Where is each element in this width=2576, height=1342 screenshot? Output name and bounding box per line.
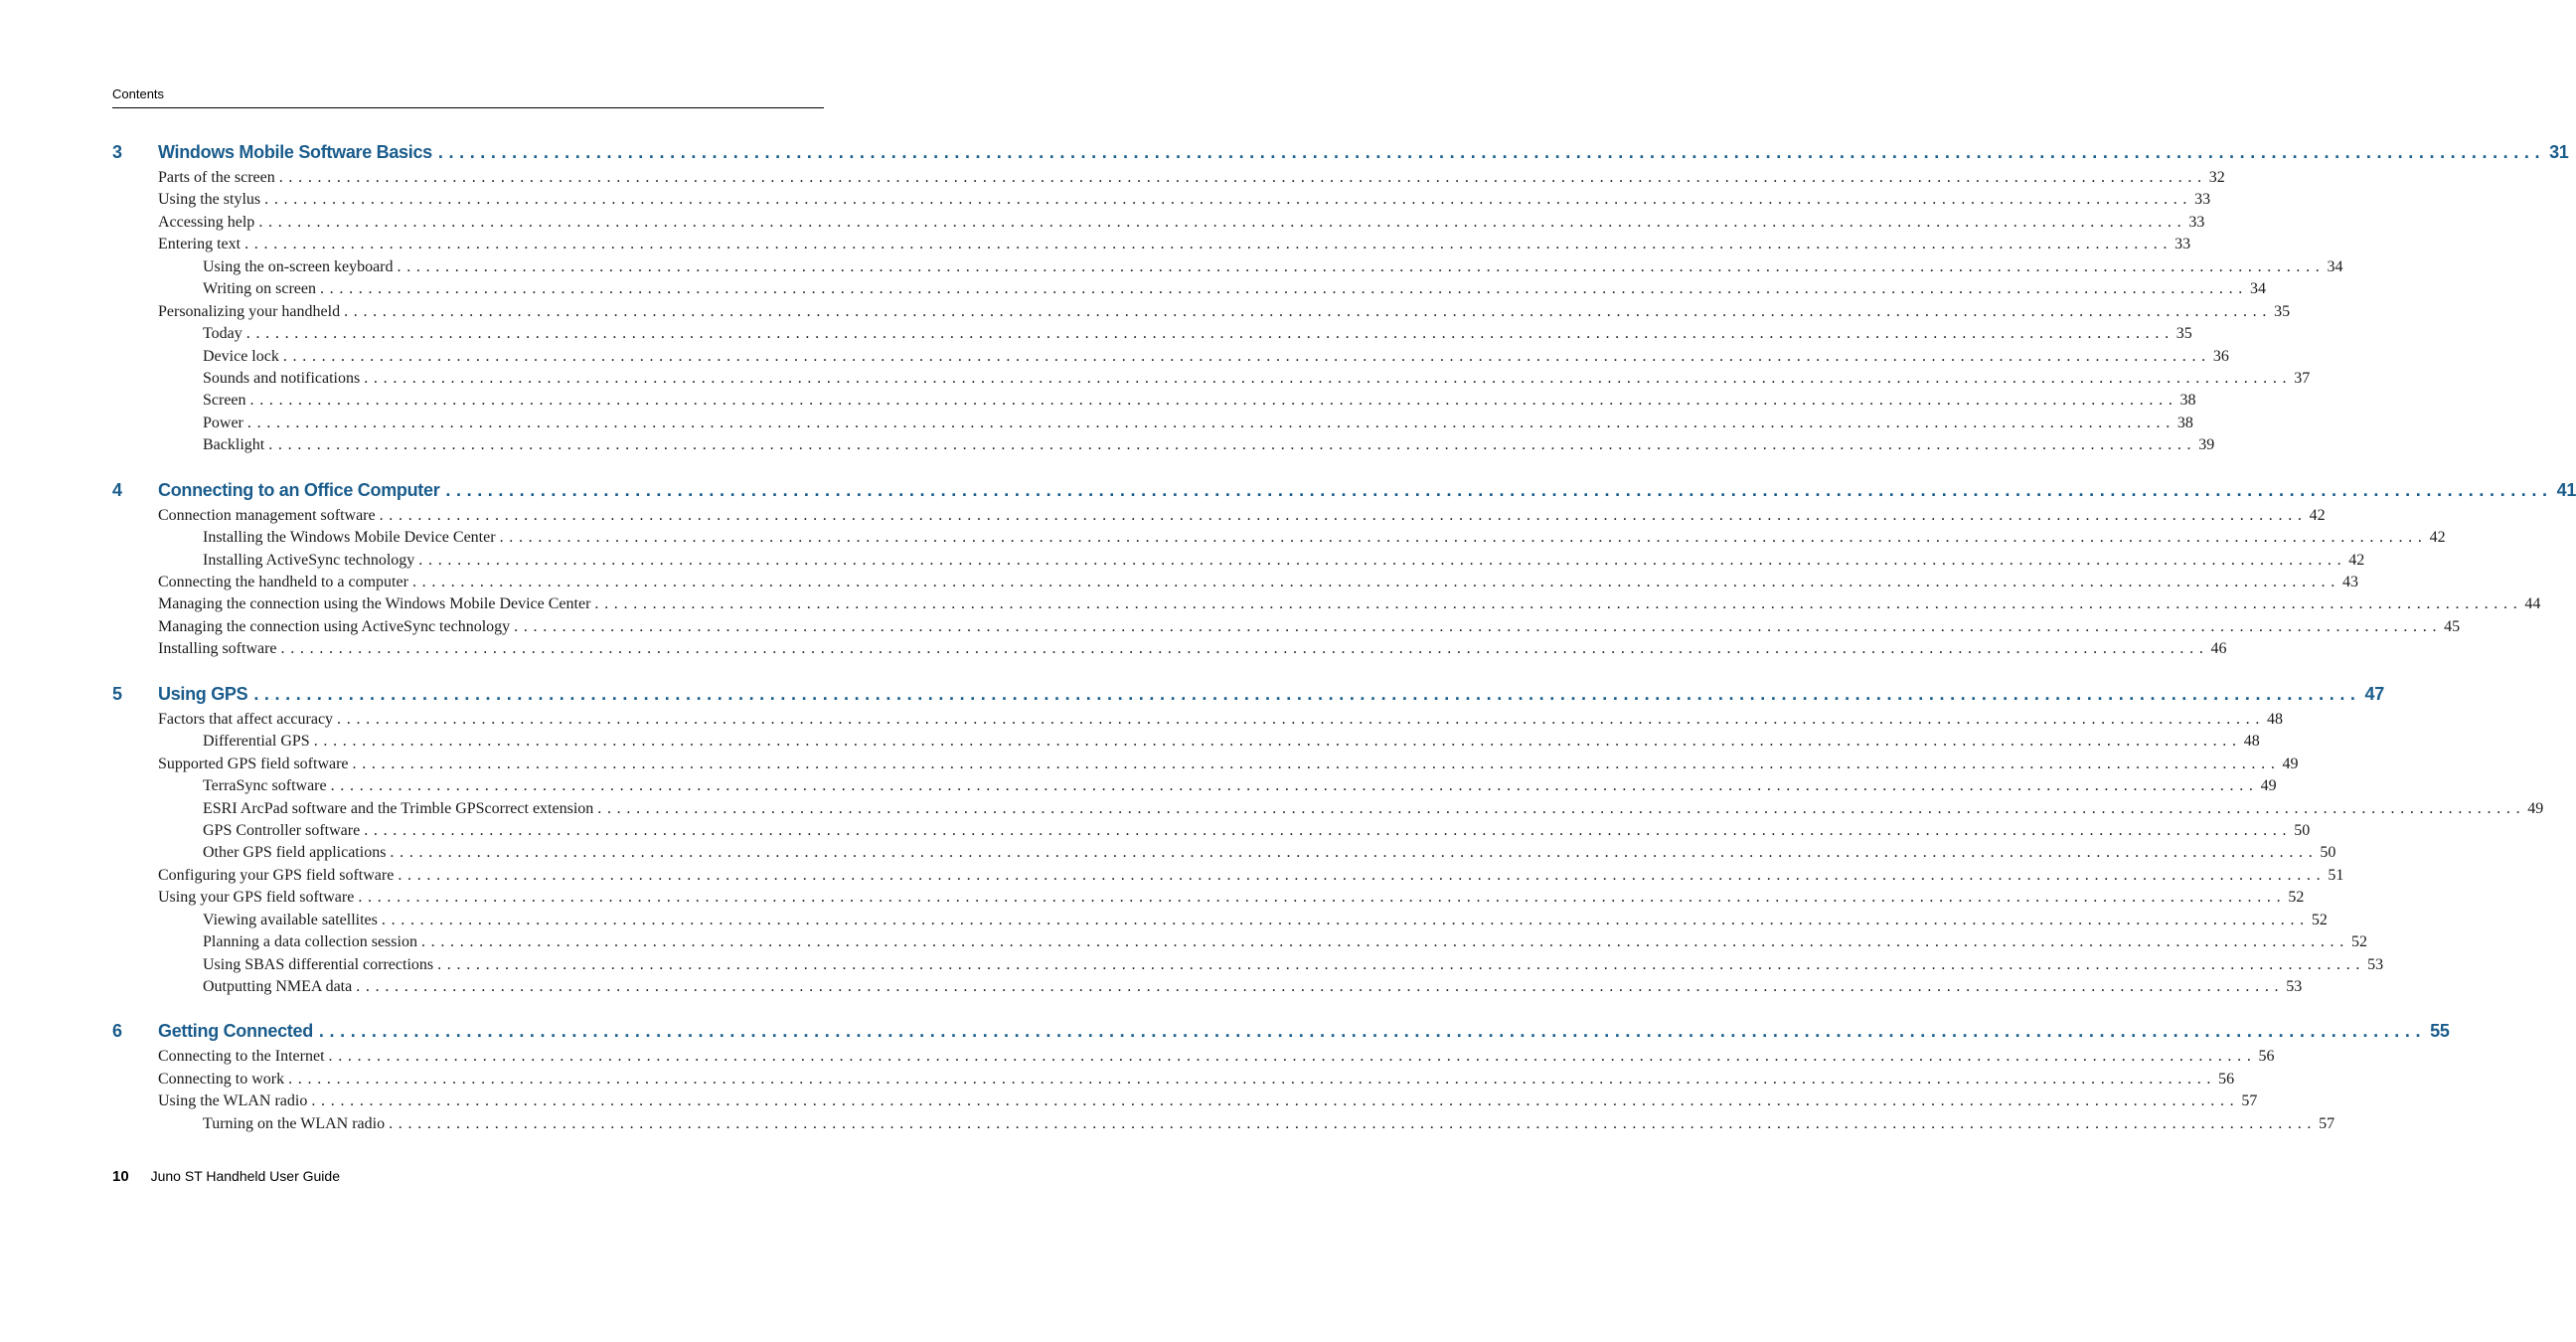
entry-page-number: 56	[2218, 1070, 2235, 1088]
dot-leader: ........................................................................................................................................................................................................	[288, 1070, 2217, 1088]
entry-page-number: 49	[2260, 777, 2277, 795]
entry-page-number: 42	[2348, 551, 2365, 569]
chapter-title: Getting Connected	[158, 1021, 313, 1042]
toc-chapter	[112, 679, 2544, 999]
entry-page-number: 49	[2282, 755, 2299, 772]
entry-label: Entering text	[158, 236, 242, 253]
entry-page-number: 39	[2198, 436, 2215, 454]
toc-subentry[interactable]	[203, 731, 2260, 753]
entry-label: Using the WLAN radio	[158, 1092, 308, 1110]
toc-subentry[interactable]	[203, 1113, 2335, 1135]
dot-leader: ........................................................................................................................................................................................................	[319, 280, 2248, 298]
toc-subentry[interactable]	[203, 931, 2367, 953]
entry-page-number: 34	[2327, 257, 2343, 275]
dot-leader: ........................................................................................................................................................................................................	[381, 911, 2310, 928]
running-header-section: Contents	[112, 86, 165, 101]
chapter-heading[interactable]	[112, 475, 2576, 505]
dot-leader: ........................................................................................................................................................................................................	[244, 236, 2174, 253]
entry-label: Configuring your GPS field software	[158, 866, 395, 884]
dot-leader: ........................................................................................................................................................................................................	[437, 142, 2546, 162]
entry-page-number: 57	[2241, 1092, 2258, 1110]
entry-label: Other GPS field applications	[203, 844, 387, 862]
dot-leader: ........................................................................................................................................................................................................	[328, 1048, 2257, 1066]
toc-subentry[interactable]	[203, 910, 2328, 931]
entry-label: TerraSync software	[203, 777, 327, 795]
page-footer	[112, 1168, 340, 1185]
chapter-title: Connecting to an Office Computer	[158, 479, 440, 500]
dot-leader: ........................................................................................................................................................................................................	[282, 347, 2211, 365]
entry-label: Installing the Windows Mobile Device Center	[203, 529, 496, 547]
toc-entry[interactable]	[158, 505, 2326, 527]
dot-leader: ........................................................................................................................................................................................................	[330, 777, 2259, 795]
entry-page-number: 52	[2311, 911, 2328, 928]
entry-page-number: 50	[2320, 844, 2336, 862]
toc-subentry[interactable]	[203, 390, 2196, 412]
entry-label: Backlight	[203, 436, 265, 454]
entry-label: Supported GPS field software	[158, 755, 349, 772]
toc-entry[interactable]	[158, 572, 2358, 593]
dot-leader: ........................................................................................................................................................................................................	[249, 392, 2178, 410]
entry-page-number: 35	[2175, 325, 2192, 343]
entry-label: GPS Controller software	[203, 821, 361, 839]
toc-subentry[interactable]	[203, 278, 2266, 300]
toc-subentry[interactable]	[203, 976, 2303, 998]
chapter-heading[interactable]	[112, 679, 2384, 709]
entry-label: Using the on-screen keyboard	[203, 257, 394, 275]
entry-page-number: 33	[2174, 236, 2191, 253]
entry-label: Turning on the WLAN radio	[203, 1114, 386, 1132]
dot-leader: ........................................................................................................................................................................................................	[379, 506, 2308, 524]
dot-leader: ........................................................................................................................................................................................................	[358, 889, 2287, 907]
entry-page-number: 43	[2341, 574, 2358, 590]
toc-subentry[interactable]	[203, 346, 2229, 368]
entry-label: Screen	[203, 392, 246, 410]
entry-page-number: 49	[2527, 799, 2544, 817]
entry-page-number: 37	[2294, 369, 2311, 387]
dot-leader: ........................................................................................................................................................................................................	[390, 844, 2319, 862]
chapter-number: 4	[112, 479, 122, 500]
entry-page-number: 36	[2212, 347, 2229, 365]
dot-leader: ........................................................................................................................................................................................................	[364, 821, 2293, 839]
dot-leader: ........................................................................................................................................................................................................	[420, 933, 2349, 951]
chapter-page-number: 55	[2430, 1021, 2450, 1042]
entry-page-number: 44	[2524, 595, 2541, 613]
dot-leader: ........................................................................................................................................................................................................	[313, 733, 2242, 751]
entry-page-number: 50	[2294, 821, 2311, 839]
toc-entry[interactable]	[158, 887, 2305, 909]
toc-subentry[interactable]	[203, 842, 2336, 864]
dot-leader: ........................................................................................................................................................................................................	[245, 325, 2174, 343]
toc-subentry[interactable]	[203, 323, 2192, 345]
entry-label: Power	[203, 414, 243, 431]
entry-label: Using SBAS differential corrections	[203, 955, 434, 973]
page-header	[112, 86, 824, 108]
entry-page-number: 33	[2188, 213, 2205, 231]
entry-page-number: 42	[2429, 529, 2446, 547]
entry-page-number: 57	[2319, 1114, 2335, 1132]
toc-subentry[interactable]	[203, 820, 2311, 842]
chapter-number: 3	[112, 142, 122, 162]
entry-page-number: 33	[2194, 191, 2211, 209]
entry-page-number: 53	[2286, 978, 2303, 995]
toc-subentry[interactable]	[203, 368, 2311, 390]
entry-label: Connecting to the Internet	[158, 1048, 325, 1066]
toc-entry[interactable]	[158, 865, 2344, 887]
entry-label: Parts of the screen	[158, 169, 275, 186]
entry-page-number: 52	[2350, 933, 2367, 951]
dot-leader: ........................................................................................................................................................................................................	[264, 191, 2193, 209]
toc-subentry[interactable]	[203, 413, 2193, 434]
entry-label: Managing the connection using ActiveSync technology	[158, 617, 511, 635]
chapter-heading[interactable]	[112, 1016, 2450, 1046]
dot-leader: ........................................................................................................................................................................................................	[445, 479, 2553, 500]
toc-entry[interactable]	[158, 167, 2225, 189]
entry-page-number: 53	[2367, 955, 2384, 973]
dot-leader: ........................................................................................................................................................................................................	[397, 257, 2326, 275]
entry-label: Installing ActiveSync technology	[203, 551, 415, 569]
entry-page-number: 38	[2176, 414, 2193, 431]
entry-page-number: 38	[2179, 392, 2196, 410]
chapter-number: 5	[112, 683, 122, 704]
dot-leader: ........................................................................................................................................................................................................	[418, 551, 2347, 569]
entry-page-number: 46	[2210, 640, 2227, 658]
entry-page-number: 34	[2249, 280, 2266, 298]
toc-entry[interactable]	[158, 189, 2211, 211]
entry-label: Factors that affect accuracy	[158, 710, 334, 728]
footer-book-title: Juno ST Handheld User Guide	[150, 1168, 340, 1184]
dot-leader: ........................................................................................................................................................................................................	[344, 302, 2273, 320]
entry-label: Differential GPS	[203, 733, 310, 751]
chapter-title: Using GPS	[158, 683, 248, 704]
entry-label: Connecting to work	[158, 1070, 285, 1088]
entry-label: Planning a data collection session	[203, 933, 417, 951]
dot-leader: ........................................................................................................................................................................................................	[411, 574, 2340, 590]
entry-label: Outputting NMEA data	[203, 978, 353, 995]
toc-subentry[interactable]	[203, 798, 2544, 820]
entry-label: Connecting the handheld to a computer	[158, 574, 408, 590]
entry-page-number: 56	[2258, 1048, 2275, 1066]
entry-label: ESRI ArcPad software and the Trimble GPScorrect extension	[203, 799, 594, 817]
entry-label: Device lock	[203, 347, 279, 365]
toc-entry[interactable]	[158, 301, 2291, 323]
dot-leader: ........................................................................................................................................................................................................	[389, 1114, 2318, 1132]
toc-subentry[interactable]	[203, 434, 2215, 456]
entry-label: Writing on screen	[203, 280, 316, 298]
dot-leader: ........................................................................................................................................................................................................	[514, 617, 2443, 635]
toc-entry[interactable]	[158, 709, 2284, 731]
entry-page-number: 48	[2267, 710, 2284, 728]
table-of-contents	[112, 137, 2576, 1135]
entry-label: Today	[203, 325, 242, 343]
dot-leader: ........................................................................................................................................................................................................	[280, 640, 2209, 658]
dot-leader: ........................................................................................................................................................................................................	[398, 866, 2327, 884]
chapter-heading[interactable]	[112, 137, 2569, 167]
chapter-number: 6	[112, 1021, 122, 1042]
dot-leader: ........................................................................................................................................................................................................	[318, 1021, 2427, 1042]
chapter-page-number: 31	[2549, 142, 2569, 162]
dot-leader: ........................................................................................................................................................................................................	[311, 1092, 2240, 1110]
dot-leader: ........................................................................................................................................................................................................	[364, 369, 2293, 387]
entry-label: Sounds and notifications	[203, 369, 361, 387]
toc-entry[interactable]	[158, 638, 2227, 660]
toc-chapter	[112, 137, 2569, 457]
entry-page-number: 45	[2444, 617, 2461, 635]
dot-leader: ........................................................................................................................................................................................................	[597, 799, 2526, 817]
toc-subentry[interactable]	[203, 954, 2384, 976]
chapter-page-number: 41	[2556, 479, 2576, 500]
dot-leader: ........................................................................................................................................................................................................	[246, 414, 2175, 431]
dot-leader: ........................................................................................................................................................................................................	[268, 436, 2197, 454]
entry-page-number: 35	[2274, 302, 2291, 320]
toc-entry[interactable]	[158, 1069, 2235, 1090]
entry-label: Using the stylus	[158, 191, 261, 209]
toc-entry[interactable]	[158, 1090, 2258, 1112]
entry-label: Personalizing your handheld	[158, 302, 341, 320]
entry-label: Managing the connection using the Windows Mobile Device Center	[158, 595, 591, 613]
entry-page-number: 52	[2288, 889, 2305, 907]
chapter-title: Windows Mobile Software Basics	[158, 142, 432, 162]
dot-leader: ........................................................................................................................................................................................................	[337, 710, 2266, 728]
dot-leader: ........................................................................................................................................................................................................	[278, 169, 2207, 186]
dot-leader: ........................................................................................................................................................................................................	[352, 755, 2281, 772]
entry-page-number: 51	[2328, 866, 2344, 884]
chapter-page-number: 47	[2364, 683, 2384, 704]
entry-page-number: 48	[2243, 733, 2260, 751]
toc-entry[interactable]	[158, 234, 2191, 255]
toc-entry[interactable]	[158, 593, 2541, 615]
entry-label: Viewing available satellites	[203, 911, 378, 928]
toc-chapter	[112, 1016, 2450, 1135]
entry-page-number: 42	[2309, 506, 2326, 524]
entry-label: Using your GPS field software	[158, 889, 355, 907]
toc-entry[interactable]	[158, 616, 2461, 638]
dot-leader: ........................................................................................................................................................................................................	[437, 955, 2366, 973]
entry-label: Installing software	[158, 640, 277, 658]
footer-page-number: 10	[112, 1168, 129, 1185]
entry-label: Accessing help	[158, 213, 255, 231]
dot-leader: ........................................................................................................................................................................................................	[356, 978, 2285, 995]
entry-page-number: 32	[2208, 169, 2225, 186]
dot-leader: ........................................................................................................................................................................................................	[499, 529, 2428, 547]
toc-entry[interactable]	[158, 1046, 2275, 1068]
toc-entry[interactable]	[158, 754, 2299, 775]
dot-leader: ........................................................................................................................................................................................................	[258, 213, 2187, 231]
dot-leader: ........................................................................................................................................................................................................	[253, 683, 2361, 704]
dot-leader: ........................................................................................................................................................................................................	[594, 595, 2523, 613]
toc-entry[interactable]	[158, 212, 2205, 234]
entry-label: Connection management software	[158, 506, 376, 524]
toc-subentry[interactable]	[203, 550, 2365, 572]
toc-subentry[interactable]	[203, 256, 2343, 278]
toc-subentry[interactable]	[203, 775, 2277, 797]
toc-chapter	[112, 475, 2576, 661]
toc-subentry[interactable]	[203, 527, 2446, 549]
